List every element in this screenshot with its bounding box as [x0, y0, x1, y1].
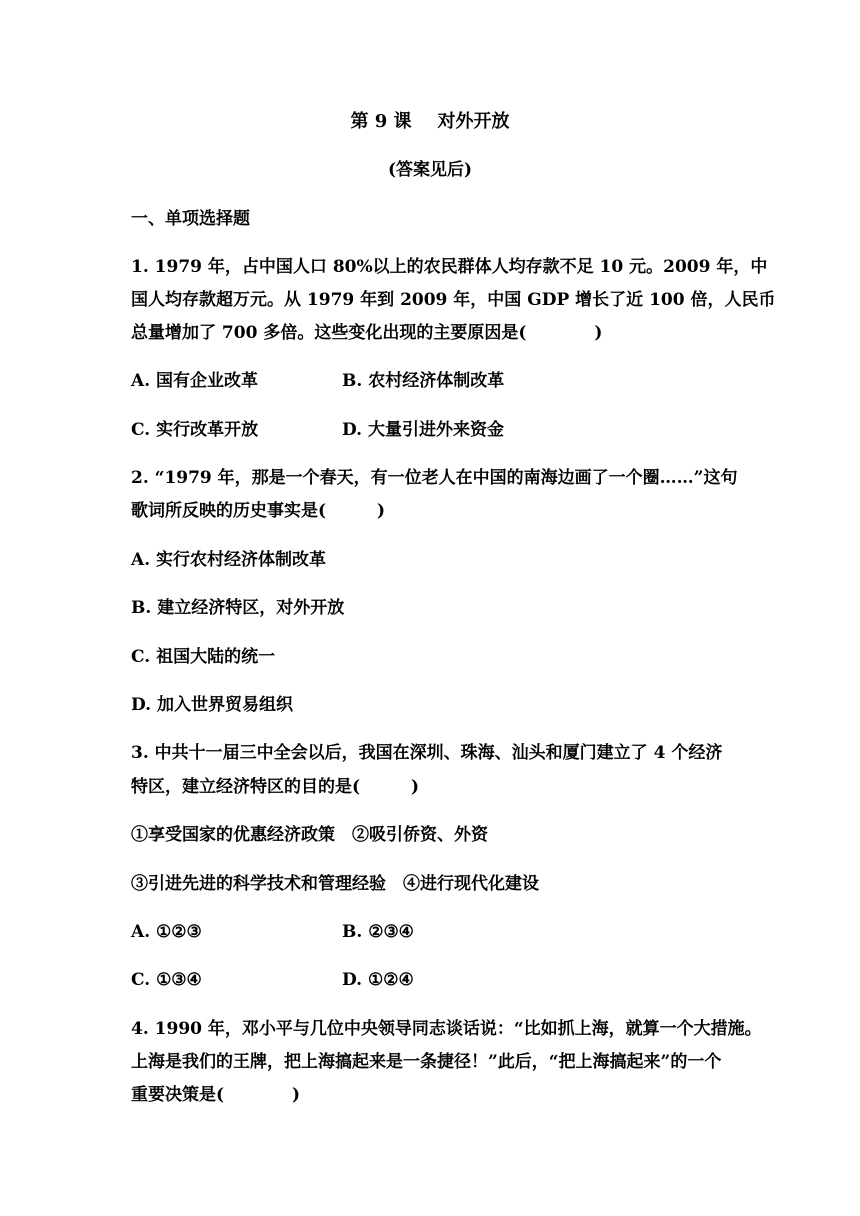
q1-option-a: A. 国有企业改革	[131, 371, 259, 391]
q1-line-3: 总量增加了 700 多倍。这些变化出现的主要原因是( )	[131, 323, 603, 343]
page-title	[0, 110, 860, 134]
q3-statements-1: ①享受国家的优惠经济政策 ②吸引侨资、外资	[131, 825, 488, 845]
q3-option-c: C. ①③④	[131, 970, 202, 990]
q4-line-1: 4. 1990 年，邓小平与几位中央领导同志谈话说：“比如抓上海，就算一个大措施。	[131, 1019, 762, 1039]
q3-option-b: B. ②③④	[342, 922, 414, 942]
q1-option-c: C. 实行改革开放	[131, 420, 259, 440]
q1-option-b: B. 农村经济体制改革	[342, 371, 505, 391]
q3-line-1: 3. 中共十一届三中全会以后，我国在深圳、珠海、汕头和厦门建立了 4 个经济	[131, 743, 723, 763]
q2-line-2: 歌词所反映的历史事实是( )	[131, 501, 386, 521]
q4-line-3: 重要决策是( )	[131, 1085, 301, 1105]
q1-line-1: 1. 1979 年，占中国人口 80%以上的农民群体人均存款不足 10 元。2009 年，中	[131, 257, 768, 277]
q3-option-d: D. ①②④	[342, 970, 414, 990]
q2-option-a: A. 实行农村经济体制改革	[131, 550, 327, 570]
q3-options-row-1	[131, 920, 414, 944]
q1-options-row-2	[131, 418, 504, 442]
lesson-topic: 对外开放	[437, 111, 510, 132]
q2-line-1: 2. “1979 年，那是一个春天，有一位老人在中国的南海边画了一个圈……”这句	[131, 468, 738, 488]
q1-option-d: D. 大量引进外来资金	[342, 420, 504, 440]
lesson-number: 第 9 课	[350, 111, 412, 132]
section-heading: 一、单项选择题	[131, 209, 250, 229]
q2-option-d: D. 加入世界贸易组织	[131, 695, 293, 715]
q3-statements-2: ③引进先进的科学技术和管理经验 ④进行现代化建设	[131, 874, 539, 894]
q2-option-b: B. 建立经济特区，对外开放	[131, 598, 345, 618]
page-subtitle: (答案见后)	[387, 160, 473, 180]
q2-option-c: C. 祖国大陆的统一	[131, 647, 276, 667]
q4-line-2: 上海是我们的王牌，把上海搞起来是一条捷径！”此后，“把上海搞起来”的一个	[131, 1052, 722, 1072]
q1-options-row-1	[131, 369, 505, 393]
q3-line-2: 特区，建立经济特区的目的是( )	[131, 777, 420, 797]
q3-options-row-2	[131, 968, 414, 992]
q1-line-2: 国人均存款超万元。从 1979 年到 2009 年，中国 GDP 增长了近 100 倍，人民币	[131, 290, 776, 310]
q3-option-a: A. ①②③	[131, 922, 202, 942]
